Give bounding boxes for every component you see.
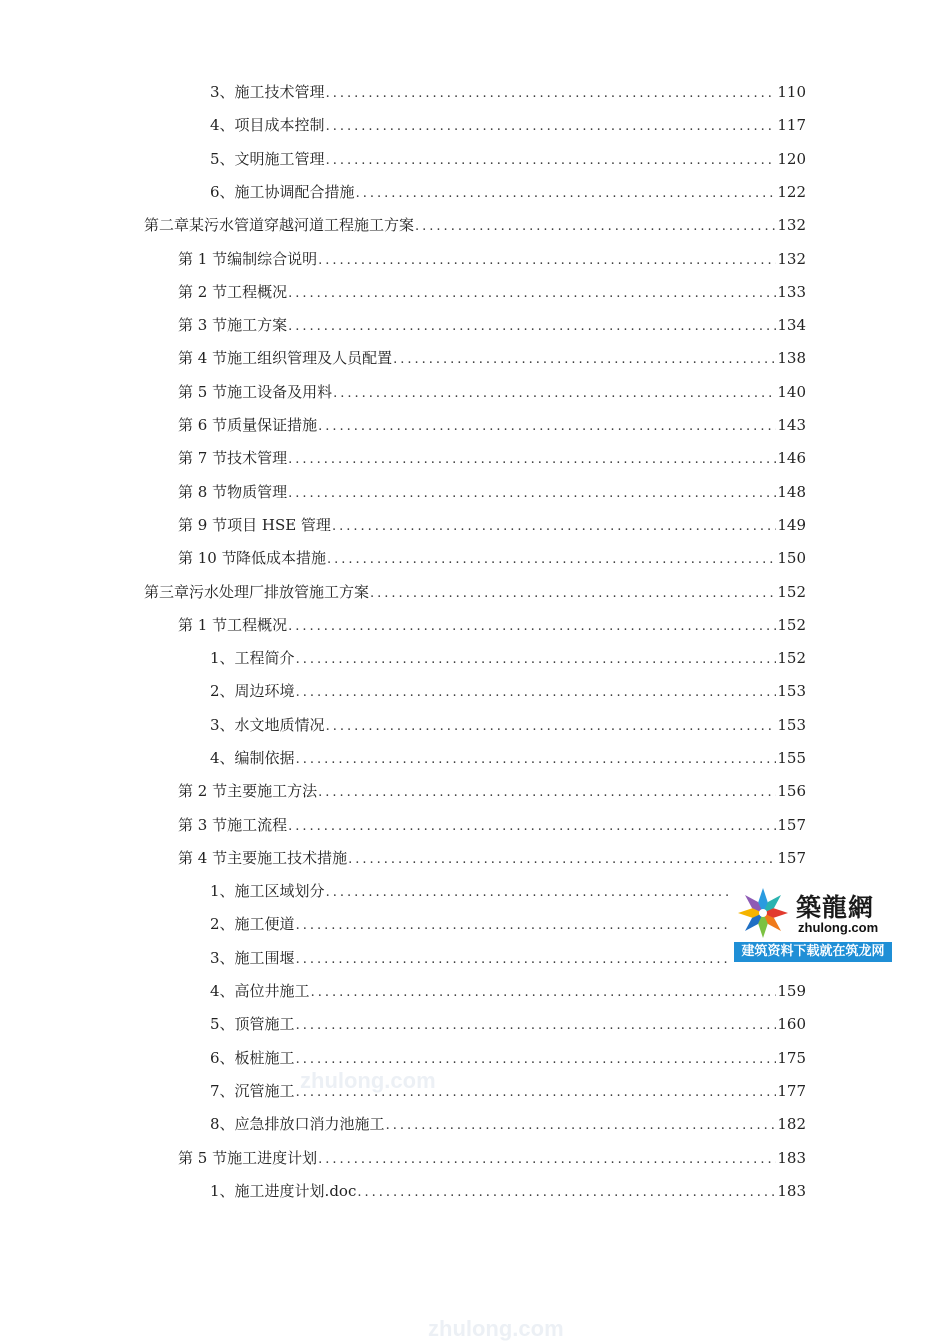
toc-entry-title: 施工便道	[234, 915, 295, 933]
toc-entry-number: 6、	[210, 1049, 235, 1067]
toc-entry-number: 3、	[210, 716, 235, 734]
toc-entry-number: 第 3 节	[178, 816, 228, 834]
toc-entry[interactable]	[210, 149, 806, 171]
logo-name: 築龍網	[796, 893, 875, 922]
dot-leader	[288, 284, 776, 304]
toc-entry-number: 8、	[210, 1115, 235, 1133]
toc-entry-title: 某污水管道穿越河道工程施工方案	[189, 216, 415, 234]
toc-entry-page: 152	[777, 616, 806, 634]
toc-entry-number: 3、	[210, 83, 235, 101]
toc-entry-number: 第 5 节	[178, 1149, 228, 1167]
toc-entry-number: 1、	[210, 649, 235, 667]
toc-entry[interactable]	[178, 348, 806, 370]
toc-entry-number: 2、	[210, 682, 235, 700]
dot-leader	[288, 317, 776, 337]
toc-entry-page: 183	[777, 1182, 806, 1200]
dot-leader	[326, 883, 729, 903]
zhulong-logo	[734, 884, 892, 964]
dot-leader	[348, 850, 776, 870]
toc-entry-title: 编制综合说明	[227, 250, 318, 268]
toc-entry-number: 2、	[210, 915, 235, 933]
dot-leader	[318, 251, 776, 271]
toc-entry-number: 4、	[210, 749, 235, 767]
toc-entry-title: 编制依据	[234, 749, 295, 767]
toc-entry-title: 物质管理	[227, 483, 288, 501]
dot-leader	[357, 1183, 776, 1203]
toc-entry-title: 施工区域划分	[234, 882, 325, 900]
toc-entry-number: 5、	[210, 150, 235, 168]
dot-leader	[327, 550, 776, 570]
dot-leader	[296, 1050, 777, 1070]
dot-leader	[288, 617, 776, 637]
dot-leader	[326, 84, 777, 104]
toc-entry-number: 第 8 节	[178, 483, 228, 501]
toc-entry-number: 6、	[210, 183, 235, 201]
dot-leader	[311, 983, 777, 1003]
toc-entry-page: 122	[777, 183, 806, 201]
toc-entry[interactable]	[178, 282, 806, 304]
toc-entry-page: 149	[777, 516, 806, 534]
toc-entry-number: 第 4 节	[178, 349, 228, 367]
dot-leader	[393, 350, 776, 370]
dot-leader	[326, 151, 777, 171]
toc-entry[interactable]	[210, 1114, 806, 1136]
toc-entry-title: 降低成本措施	[236, 549, 327, 567]
toc-entry-title: 技术管理	[227, 449, 288, 467]
toc-entry-number: 1、	[210, 882, 235, 900]
dot-leader	[296, 750, 777, 770]
toc-entry-page: 152	[777, 583, 806, 601]
toc-entry[interactable]	[210, 648, 806, 670]
toc-entry[interactable]	[178, 315, 806, 337]
toc-entry-title: 工程简介	[234, 649, 295, 667]
toc-entry-page: 134	[777, 316, 806, 334]
toc-entry[interactable]	[210, 914, 730, 936]
toc-entry-page: 155	[777, 749, 806, 767]
toc-entry-title: 项目 HSE 管理	[227, 516, 331, 534]
toc-entry-number: 第 10 节	[178, 549, 237, 567]
logo-slogan: 建筑资料下载就在筑龙网	[734, 942, 892, 962]
toc-entry-title: 工程概况	[227, 283, 288, 301]
toc-entry-number: 第 2 节	[178, 283, 228, 301]
toc-entry-page: 140	[777, 383, 806, 401]
toc-entry-number: 第二章	[144, 216, 190, 234]
dot-leader	[296, 683, 777, 703]
toc-entry-number: 第三章	[144, 583, 190, 601]
toc-entry-title: 施工技术管理	[234, 83, 325, 101]
toc-entry-number: 第 2 节	[178, 782, 228, 800]
logo-domain: zhulong.com	[798, 920, 879, 935]
toc-entry-page: 156	[777, 782, 806, 800]
dot-leader	[288, 450, 776, 470]
toc-entry-page: 153	[777, 716, 806, 734]
toc-entry[interactable]	[178, 1148, 806, 1170]
toc-entry-number: 第 1 节	[178, 250, 228, 268]
dot-leader	[296, 650, 777, 670]
dot-leader	[318, 1150, 776, 1170]
dot-leader	[288, 817, 776, 837]
toc-entry-page: 157	[777, 816, 806, 834]
toc-entry-page: 159	[777, 982, 806, 1000]
dot-leader	[296, 1016, 777, 1036]
toc-entry-page: 148	[777, 483, 806, 501]
toc-entry[interactable]	[210, 748, 806, 770]
toc-entry[interactable]	[144, 582, 806, 604]
toc-entry-page: 177	[777, 1082, 806, 1100]
dot-leader	[318, 417, 776, 437]
toc-entry-page: 117	[777, 116, 806, 134]
toc-entry[interactable]	[178, 615, 806, 637]
toc-entry-number: 5、	[210, 1015, 235, 1033]
toc-entry-number: 第 7 节	[178, 449, 228, 467]
toc-entry-number: 3、	[210, 949, 235, 967]
toc-entry-title: 施工围堰	[234, 949, 295, 967]
toc-entry-title: 施工设备及用料	[227, 383, 333, 401]
toc-entry-title: 应急排放口消力池施工	[234, 1115, 385, 1133]
toc-entry[interactable]	[210, 715, 806, 737]
dot-leader	[296, 916, 729, 936]
toc-entry-page: 157	[777, 849, 806, 867]
toc-entry[interactable]	[210, 1181, 806, 1203]
dot-leader	[370, 584, 776, 604]
toc-entry[interactable]	[178, 515, 806, 537]
toc-entry-page: 152	[777, 649, 806, 667]
toc-entry-page: 175	[777, 1049, 806, 1067]
toc-entry-title: 施工方案	[227, 316, 288, 334]
toc-entry[interactable]	[210, 681, 806, 703]
toc-entry-title: 工程概况	[227, 616, 288, 634]
toc-entry[interactable]	[178, 448, 806, 470]
toc-entry-title: 施工流程	[227, 816, 288, 834]
toc-entry-page: 183	[777, 1149, 806, 1167]
watermark-bottom: zhulong.com	[428, 1316, 564, 1341]
toc-entry[interactable]	[178, 548, 806, 570]
toc-entry-title: 施工进度计划.doc	[234, 1182, 357, 1200]
dot-leader	[415, 217, 776, 237]
toc-entry[interactable]	[178, 848, 806, 870]
toc-entry[interactable]	[178, 249, 806, 271]
toc-entry-title: 施工进度计划	[227, 1149, 318, 1167]
toc-entry-title: 周边环境	[234, 682, 295, 700]
toc-entry-number: 第 6 节	[178, 416, 228, 434]
toc-entry-page: 138	[777, 349, 806, 367]
watermark-middle: zhulong.com	[300, 1068, 436, 1093]
toc-entry[interactable]	[178, 815, 806, 837]
toc-entry-number: 第 1 节	[178, 616, 228, 634]
toc-entry[interactable]	[178, 781, 806, 803]
toc-entry[interactable]	[210, 82, 806, 104]
toc-entry-number: 第 9 节	[178, 516, 228, 534]
toc-entry-page: 150	[777, 549, 806, 567]
zhulong-emblem-icon	[736, 886, 790, 940]
toc-entry[interactable]	[210, 948, 730, 970]
dot-leader	[332, 517, 776, 537]
dot-leader	[318, 783, 776, 803]
toc-entry-page: 133	[777, 283, 806, 301]
dot-leader	[296, 950, 729, 970]
toc-entry-number: 1、	[210, 1182, 235, 1200]
toc-entry-title: 主要施工方法	[227, 782, 318, 800]
toc-entry-title: 项目成本控制	[234, 116, 325, 134]
toc-entry-page: 132	[777, 216, 806, 234]
toc-entry-number: 4、	[210, 116, 235, 134]
dot-leader	[288, 484, 776, 504]
dot-leader	[326, 117, 777, 137]
toc-entry-title: 文明施工管理	[234, 150, 325, 168]
toc-entry-number: 第 4 节	[178, 849, 228, 867]
toc-entry-number: 第 5 节	[178, 383, 228, 401]
toc-entry-page: 182	[777, 1115, 806, 1133]
toc-entry-page: 146	[777, 449, 806, 467]
toc-entry[interactable]	[178, 482, 806, 504]
toc-entry-title: 板桩施工	[234, 1049, 295, 1067]
toc-entry-page: 132	[777, 250, 806, 268]
dot-leader	[356, 184, 777, 204]
toc-entry[interactable]	[178, 382, 806, 404]
toc-entry-page: 143	[777, 416, 806, 434]
toc-entry-title: 施工组织管理及人员配置	[227, 349, 393, 367]
toc-entry-title: 顶管施工	[234, 1015, 295, 1033]
toc-entry-title: 施工协调配合措施	[234, 183, 355, 201]
toc-entry-page: 120	[777, 150, 806, 168]
dot-leader	[333, 384, 776, 404]
toc-entry-number: 7、	[210, 1082, 235, 1100]
toc-entry-page: 160	[777, 1015, 806, 1033]
toc-entry[interactable]	[144, 215, 806, 237]
toc-entry[interactable]	[210, 881, 730, 903]
toc-entry-title: 主要施工技术措施	[227, 849, 348, 867]
toc-entry[interactable]	[178, 415, 806, 437]
toc-entry[interactable]	[210, 1014, 806, 1036]
toc-entry-title: 高位井施工	[234, 982, 310, 1000]
toc-entry-title: 沉管施工	[234, 1082, 295, 1100]
toc-entry-title: 水文地质情况	[234, 716, 325, 734]
toc-entry[interactable]	[210, 115, 806, 137]
toc-entry[interactable]	[210, 1048, 806, 1070]
toc-entry-number: 4、	[210, 982, 235, 1000]
toc-entry[interactable]	[210, 981, 806, 1003]
dot-leader	[326, 717, 777, 737]
logo-top	[734, 884, 892, 940]
toc-entry-page: 153	[777, 682, 806, 700]
toc-entry-title: 污水处理厂排放管施工方案	[189, 583, 370, 601]
toc-entry-page: 110	[777, 83, 806, 101]
toc-entry-title: 质量保证措施	[227, 416, 318, 434]
toc-entry-number: 第 3 节	[178, 316, 228, 334]
toc-entry[interactable]	[210, 182, 806, 204]
dot-leader	[386, 1116, 777, 1136]
